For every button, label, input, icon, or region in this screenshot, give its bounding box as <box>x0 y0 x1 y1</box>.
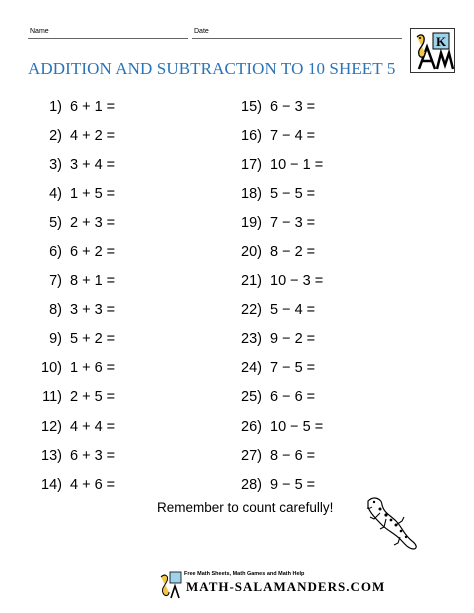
question-expression: 5 − 4 = <box>270 302 316 319</box>
question-row <box>30 150 170 179</box>
question-row <box>230 296 390 325</box>
question-expression: 8 + 1 = <box>70 273 116 290</box>
question-row <box>230 237 390 266</box>
question-row <box>230 383 390 412</box>
question-row <box>230 441 390 470</box>
question-expression: 7 − 4 = <box>270 127 316 144</box>
question-number: 6) <box>49 244 62 261</box>
question-expression: 6 − 3 = <box>270 98 316 115</box>
question-row <box>230 412 390 441</box>
logo-letter: K <box>435 34 447 49</box>
question-row <box>30 383 170 412</box>
question-number: 18) <box>241 185 262 202</box>
question-expression: 10 − 1 = <box>270 156 324 173</box>
question-row <box>230 121 390 150</box>
question-expression: 8 − 2 = <box>270 244 316 261</box>
question-expression: 6 − 6 = <box>270 389 316 406</box>
question-number: 17) <box>241 156 262 173</box>
question-expression: 5 − 5 = <box>270 185 316 202</box>
question-expression: 1 + 6 = <box>70 360 116 377</box>
salamander-footer-icon <box>158 571 184 599</box>
question-row <box>230 325 390 354</box>
question-row <box>30 441 170 470</box>
question-number: 5) <box>49 214 62 231</box>
question-expression: 8 − 6 = <box>270 447 316 464</box>
question-number: 10) <box>41 360 62 377</box>
date-label: Date <box>194 28 209 35</box>
question-expression: 3 + 3 = <box>70 302 116 319</box>
question-expression: 7 − 5 = <box>270 360 316 377</box>
question-row <box>230 208 390 237</box>
question-number: 20) <box>241 244 262 261</box>
question-row <box>230 179 390 208</box>
question-expression: 10 − 3 = <box>270 273 324 290</box>
question-expression: 3 + 4 = <box>70 156 116 173</box>
name-line <box>28 38 188 39</box>
question-expression: 5 + 2 = <box>70 331 116 348</box>
question-expression: 10 − 5 = <box>270 418 324 435</box>
question-row <box>230 150 390 179</box>
question-number: 3) <box>49 156 62 173</box>
question-row <box>30 237 170 266</box>
question-expression: 2 + 5 = <box>70 389 116 406</box>
question-number: 15) <box>241 98 262 115</box>
questions-right-column <box>230 92 390 499</box>
question-expression: 4 + 4 = <box>70 418 116 435</box>
question-row <box>230 267 390 296</box>
question-number: 25) <box>241 389 262 406</box>
question-expression: 6 + 2 = <box>70 244 116 261</box>
question-row <box>30 296 170 325</box>
question-expression: 2 + 3 = <box>70 214 116 231</box>
question-row <box>30 470 170 499</box>
date-line <box>192 38 402 39</box>
question-number: 8) <box>49 302 62 319</box>
question-row <box>230 354 390 383</box>
question-number: 7) <box>49 273 62 290</box>
question-number: 1) <box>49 98 62 115</box>
question-number: 13) <box>41 447 62 464</box>
question-expression: 4 + 2 = <box>70 127 116 144</box>
question-number: 23) <box>241 331 262 348</box>
question-number: 14) <box>41 476 62 493</box>
question-row <box>30 325 170 354</box>
question-expression: 9 − 5 = <box>270 476 316 493</box>
footer-tagline: Free Math Sheets, Math Games and Math Help <box>184 571 305 577</box>
question-expression: 7 − 3 = <box>270 214 316 231</box>
question-number: 24) <box>241 360 262 377</box>
question-row <box>30 354 170 383</box>
question-number: 12) <box>41 418 62 435</box>
question-row <box>30 208 170 237</box>
page-title: ADDITION AND SUBTRACTION TO 10 SHEET 5 <box>28 59 396 78</box>
footer-brand: MATH-SALAMANDERS.COM <box>186 579 386 594</box>
question-expression: 4 + 6 = <box>70 476 116 493</box>
question-expression: 1 + 5 = <box>70 185 116 202</box>
salamander-logo-icon <box>410 28 455 73</box>
question-number: 27) <box>241 447 262 464</box>
question-row <box>230 92 390 121</box>
question-row <box>30 267 170 296</box>
question-number: 19) <box>241 214 262 231</box>
name-label: Name <box>30 28 49 35</box>
question-row <box>30 179 170 208</box>
footer-banner <box>150 568 386 602</box>
question-number: 4) <box>49 185 62 202</box>
question-number: 9) <box>49 331 62 348</box>
lizard-icon <box>360 493 420 551</box>
questions-left-column <box>30 92 170 499</box>
question-expression: 6 + 1 = <box>70 98 116 115</box>
question-number: 11) <box>42 389 62 406</box>
question-expression: 9 − 2 = <box>270 331 316 348</box>
question-expression: 6 + 3 = <box>70 447 116 464</box>
question-number: 2) <box>49 127 62 144</box>
question-number: 22) <box>241 302 262 319</box>
question-number: 21) <box>241 273 262 290</box>
question-number: 26) <box>241 418 262 435</box>
question-row <box>30 92 170 121</box>
reminder-text: Remember to count carefully! <box>157 500 334 515</box>
question-row <box>30 121 170 150</box>
question-number: 16) <box>241 127 262 144</box>
question-number: 28) <box>241 476 262 493</box>
question-row <box>30 412 170 441</box>
